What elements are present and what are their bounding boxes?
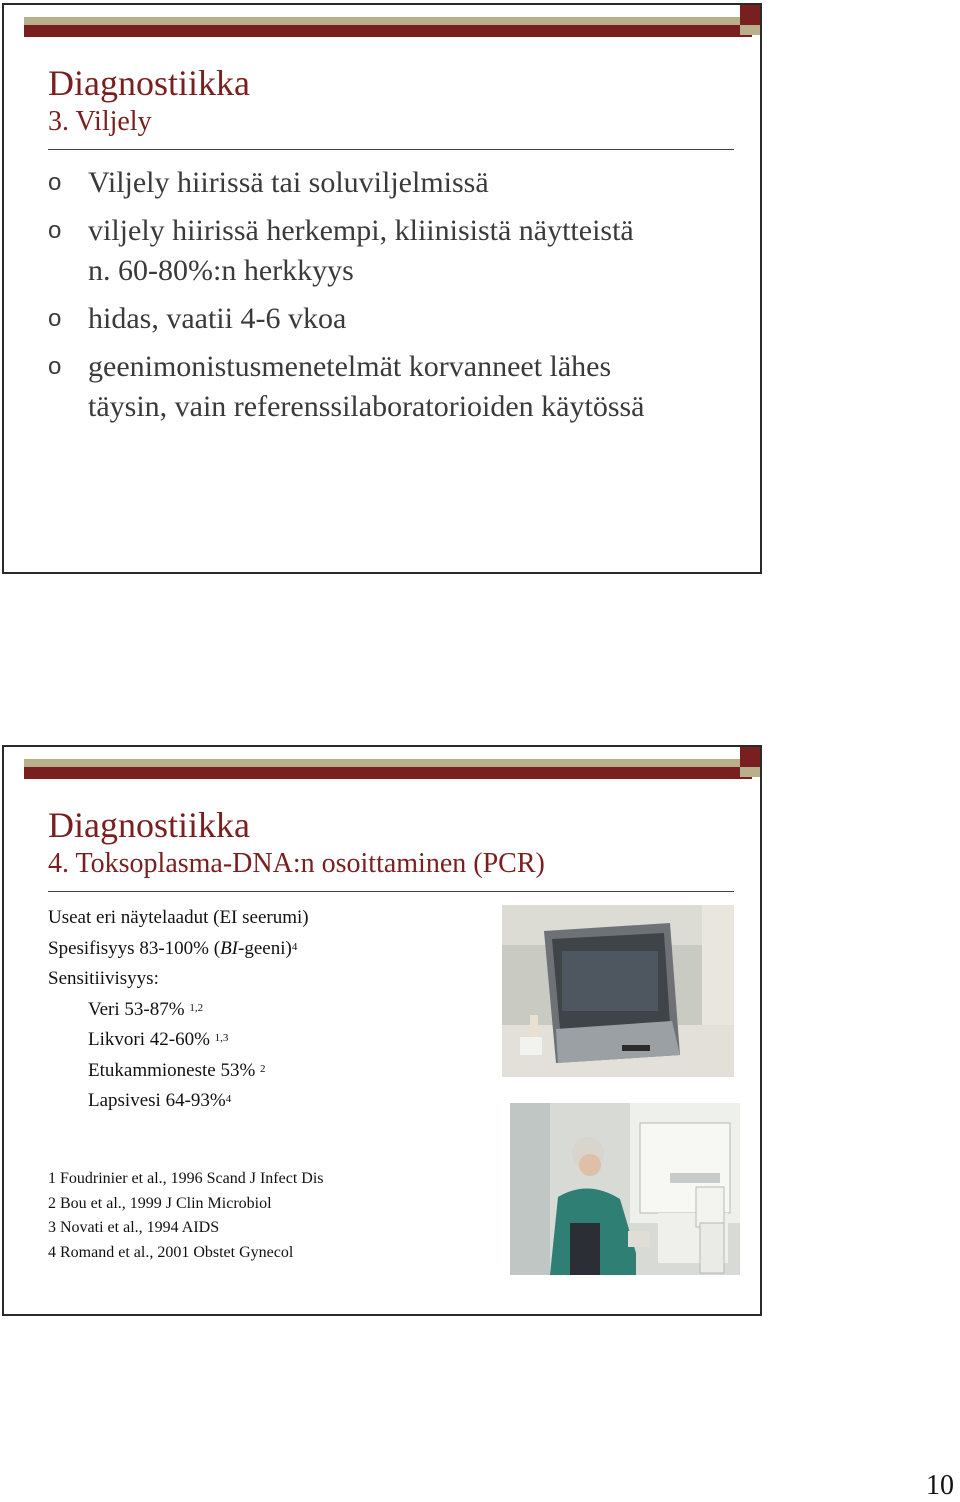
- reference-item: 3 Novati et al., 1994 AIDS: [48, 1219, 220, 1236]
- header-bar: [24, 759, 752, 779]
- bullet-marker: o: [48, 217, 62, 244]
- pcr-instrument-photo: [502, 905, 734, 1077]
- bullet-list: [48, 163, 748, 435]
- title-divider: [48, 149, 734, 150]
- slide-pcr: [2, 745, 762, 1316]
- slide-title: Diagnostiikka: [48, 805, 250, 845]
- corner-accent-tan: [740, 25, 760, 35]
- bullet-text: viljely hiirissä herkempi, kliinisistä näytteistä: [88, 214, 634, 247]
- bullet-marker: o: [48, 305, 62, 332]
- bullet-text: hidas, vaatii 4-6 vkoa: [88, 302, 347, 335]
- corner-accent-red: [740, 747, 760, 767]
- slide-subtitle: 3. Viljely: [48, 106, 152, 137]
- reference-item: 4 Romand et al., 2001 Obstet Gynecol: [48, 1243, 294, 1261]
- reference-marker: 1,3: [214, 1032, 229, 1044]
- lab-worker-photo: [510, 1103, 740, 1275]
- header-bar: [24, 17, 752, 37]
- specificity-text: Spesifisyys 83-100% (BI-geeni)$^4$: [48, 937, 298, 959]
- bullet-item: [48, 299, 748, 339]
- samples-text: Useat eri näytelaadut (EI seerumi): [48, 907, 309, 928]
- reference-marker: 2: [260, 1062, 266, 1075]
- gene-name: BI: [220, 937, 238, 959]
- reference-item: 2 Bou et al., 1999 J Clin Microbiol: [48, 1194, 272, 1212]
- page-number: 10: [926, 1470, 954, 1501]
- reference-marker: 4: [291, 940, 298, 953]
- bullet-text-continued: täysin, vain referenssilaboratorioiden käytössä: [88, 390, 645, 423]
- reference-marker: 1,2: [189, 1001, 204, 1014]
- slide-culture: [2, 3, 762, 574]
- bullet-item: [48, 163, 748, 203]
- sensitivity-item: Etukammioneste 53% $^2$: [88, 1059, 266, 1081]
- reference-marker: 4: [225, 1093, 232, 1105]
- bullet-item: [48, 347, 748, 427]
- corner-accent-tan: [740, 767, 760, 777]
- bullet-text: Viljely hiirissä tai soluviljelmissä: [88, 166, 489, 199]
- sensitivity-heading: Sensitiivisyys:: [48, 968, 159, 989]
- pcr-details: [48, 903, 488, 1117]
- sensitivity-item: Lapsivesi 64-93%$^4$: [88, 1090, 232, 1111]
- bullet-item: [48, 211, 748, 291]
- bullet-text-continued: n. 60-80%:n herkkyys: [88, 254, 354, 287]
- bullet-text: geenimonistusmenetelmät korvanneet lähes: [88, 350, 612, 383]
- reference-list: [48, 1167, 324, 1265]
- slide-subtitle: 4. Toksoplasma-DNA:n osoittaminen (PCR): [48, 848, 545, 879]
- bullet-marker: o: [48, 353, 62, 380]
- corner-accent-red: [740, 5, 760, 25]
- title-divider: [48, 891, 734, 892]
- sensitivity-item: Likvori 42-60% $^{1,3}$: [88, 1029, 229, 1050]
- reference-item: 1 Foudrinier et al., 1996 Scand J Infect Dis: [48, 1170, 324, 1187]
- slide-title: Diagnostiikka: [48, 63, 250, 103]
- bullet-marker: o: [48, 169, 62, 196]
- sensitivity-item: Veri 53-87% $^{1,2}$: [88, 998, 204, 1020]
